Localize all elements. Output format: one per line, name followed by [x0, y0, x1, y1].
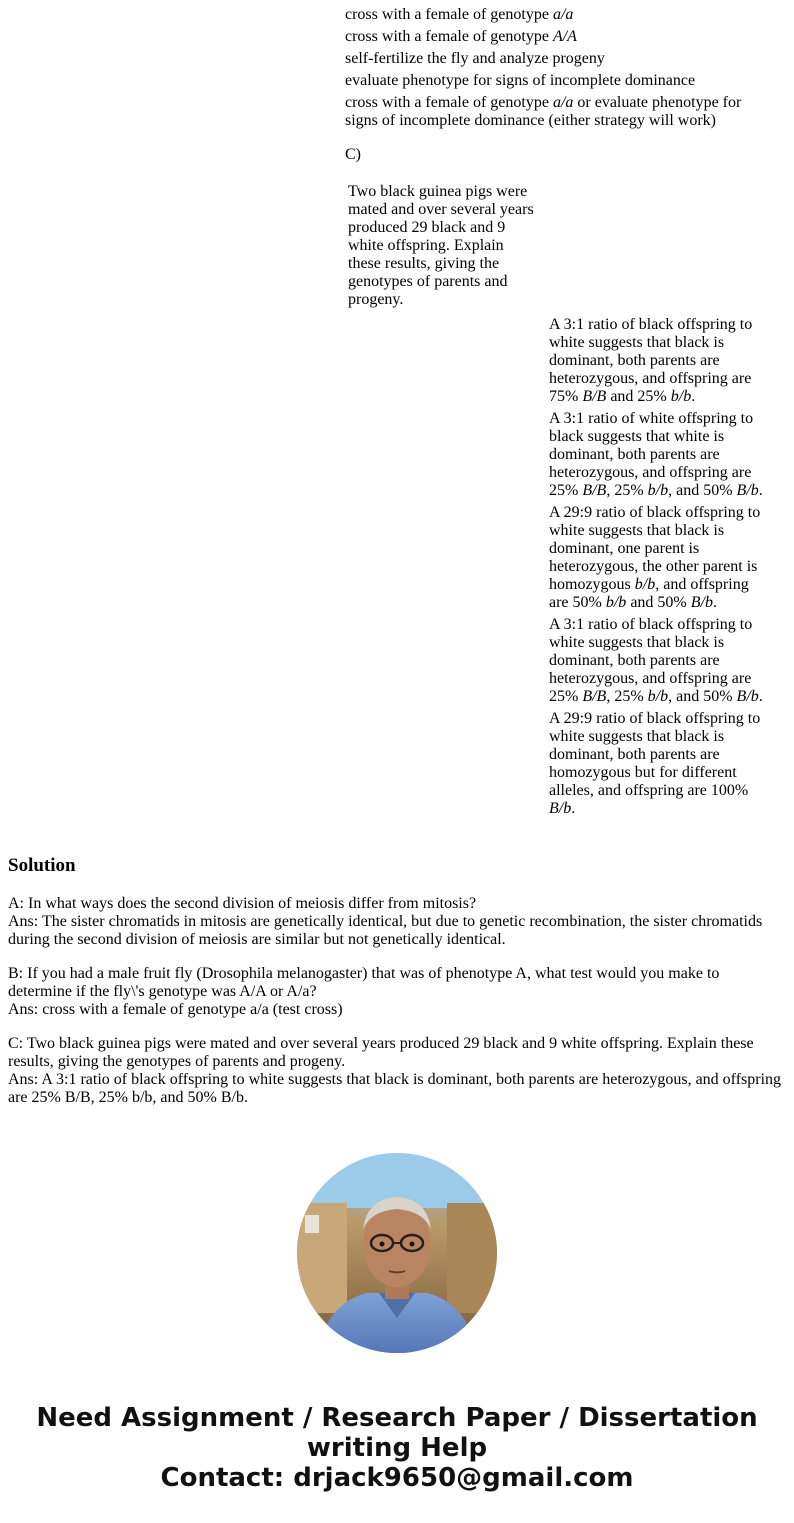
answer-option-1: A 3:1 ratio of black offspring to white suggests that black is dominant, both parents are heterozygous, and offspring are 75% B/B and 25% b/b. [549, 316, 753, 405]
answer-option-3: A 29:9 ratio of black offspring to white suggests that black is dominant, one parent is heterozygous, the other parent is homozygous b/b, and offspring are 50% b/b and 50% B/b. [549, 504, 761, 611]
option-b-1: cross with a female of genotype a/a [345, 6, 574, 23]
solution-heading: Solution [8, 855, 76, 876]
solution-a-question: A: In what ways does the second division of meiosis differ from mitosis? [8, 895, 477, 912]
solution-c [8, 1035, 786, 1107]
solution-c-answer: Ans: A 3:1 ratio of black offspring to white suggests that black is dominant, both parents are heterozygous, and offspring are 25% B/B, 25% b/b, and 50% B/b. [8, 1071, 782, 1106]
footer-promo [0, 1403, 794, 1493]
solution-b [8, 965, 786, 1019]
answer-option-2: A 3:1 ratio of white offspring to black suggests that white is dominant, both parents are heterozygous, and offspring are 25% B/B, 25% b/b, and 50% B/b. [549, 410, 763, 499]
solution-a [8, 895, 786, 949]
solution-c-question: C: Two black guinea pigs were mated and over several years produced 29 black and 9 white offspring. Explain these results, giving the genotypes of parents and progeny. [8, 1035, 754, 1070]
avatar-portrait-image [297, 1153, 497, 1353]
option-b-4: evaluate phenotype for signs of incomplete dominance [345, 72, 696, 89]
question-c-text: Two black guinea pigs were mated and over several years produced 29 black and 9 white offspring. Explain these results, giving the genotypes of parents and progeny. [348, 183, 534, 308]
question-c-label: C) [345, 146, 361, 163]
avatar [297, 1153, 497, 1353]
solution-b-answer: Ans: cross with a female of genotype a/a (test cross) [8, 1001, 343, 1018]
answer-list [549, 316, 764, 822]
footer-line-contact: Contact: drjack9650@gmail.com [160, 1463, 634, 1493]
option-b-3: self-fertilize the fly and analyze progeny [345, 50, 605, 67]
option-b-5: cross with a female of genotype a/a or evaluate phenotype for signs of incomplete dominance (either strategy will work) [345, 94, 742, 129]
solution-b-question: B: If you had a male fruit fly (Drosophila melanogaster) that was of phenotype A, what test would you make to determine if the fly\'s genotype was A/A or A/a? [8, 965, 720, 1000]
answer-option-4: A 3:1 ratio of black offspring to white suggests that black is dominant, both parents are heterozygous, and offspring are 25% B/B, 25% b/b, and 50% B/b. [549, 616, 763, 705]
footer-line-help: Need Assignment / Research Paper / Dissertation writing Help [36, 1403, 758, 1463]
solution-a-answer: Ans: The sister chromatids in mitosis are genetically identical, but due to genetic recombination, the sister chromatids during the second division of meiosis are similar but not genetically identical. [8, 913, 763, 948]
option-b-2: cross with a female of genotype A/A [345, 28, 577, 45]
answer-option-5: A 29:9 ratio of black offspring to white suggests that black is dominant, both parents are homozygous but for different alleles, and offspring are 100% B/b. [549, 710, 761, 817]
